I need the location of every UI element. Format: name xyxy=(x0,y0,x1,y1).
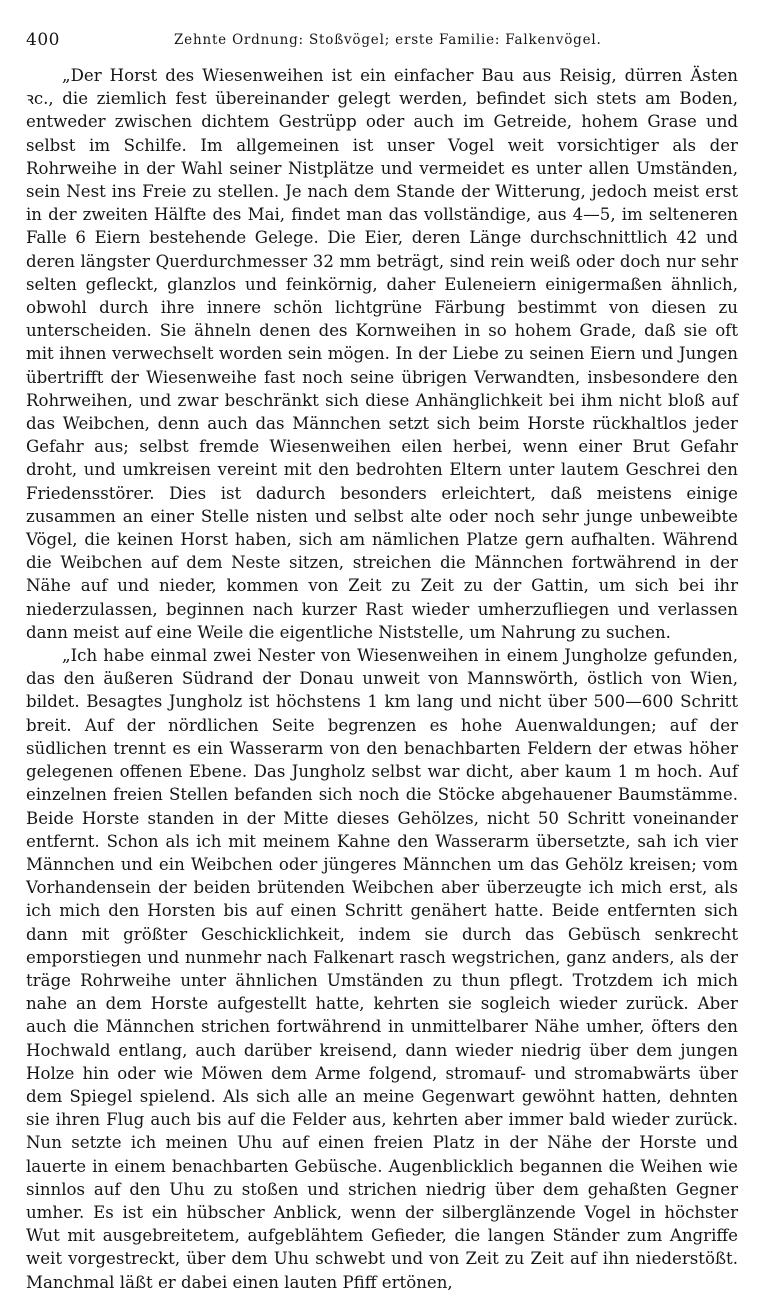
body-text xyxy=(26,64,738,1294)
paragraph-field-observation: „Ich habe einmal zwei Nester von Wiesenweihen in einem Jungholze gefunden, das den äußeren Südrand der Donau unweit von Mannswörth, östlich von Wien, bildet. Besagtes Jungholz ist höchstens 1 km lang und nicht über 500—600 Schritt breit. Auf der nördlichen Seite begrenzen es hohe Auenwaldungen; auf der südlichen trennt es ein Wasserarm von den benachbarten Feldern der etwas höher gelegenen offenen Ebene. Das Jungholz selbst war dicht, aber kaum 1 m hoch. Auf einzelnen freien Stellen befanden sich noch die Stöcke abgehauener Baumstämme. Beide Horste standen in der Mitte dieses Gehölzes, nicht 50 Schritt voneinander entfernt. Schon als ich mit meinem Kahne den Wasserarm übersetzte, sah ich vier Männchen und ein Weibchen oder jüngeres Männchen um das Gehölz kreisen; vom Vorhandensein der beiden brütenden Weibchen aber überzeugte ich mich erst, als ich mich den Horsten bis auf einen Schritt genähert hatte. Beide entfernten sich dann mit größter Geschicklichkeit, indem sie durch das Gebüsch senkrecht emporstiegen und nunmehr nach Falkenart rasch wegstrichen, ganz anders, als der träge Rohrweihe unter ähnlichen Umständen zu thun pflegt. Trotzdem ich mich nahe an dem Horste aufgestellt hatte, kehrten sie sogleich wieder zurück. Aber auch die Männchen strichen fortwährend in unmittelbarer Nähe umher, öfters den Hochwald entlang, auch darüber kreisend, dann wieder niedrig über dem jungen Holze hin oder wie Möwen dem Arme folgend, stromauf- und stromabwärts über dem Spiegel spielend. Als sich alle an meine Gegenwart gewöhnt hatten, dehnten sie ihren Flug auch bis auf die Felder aus, kehrten aber immer bald wieder zurück. Nun setzte ich meinen Uhu auf einen freien Platz in der Nähe der Horste und lauerte in einem benachbarten Gebüsche. Augenblicklich begannen die Weihen wie sinnlos auf den Uhu zu stoßen und strichen niedrig über dem gehaßten Gegner umher. Es ist ein hübscher Anblick, wenn der silberglänzende Vogel in höchster Wut mit ausgebreitetem, aufgeblähtem Gefieder, die langen Ständer zum Angriffe weit vorgestreckt, über dem Uhu schwebt und von Zeit zu Zeit auf ihn niederstößt. Manchmal läßt er dabei einen lauten Pfiff ertönen, xyxy=(26,646,738,1292)
page-header xyxy=(26,26,738,50)
book-page xyxy=(26,26,738,1294)
page-number: 400 xyxy=(26,30,60,50)
paragraph-nest-description: „Der Horst des Wiesenweihen ist ein einfacher Bau aus Reisig, dürren Ästen ꝛc., die ziemlich fest übereinander gelegt werden, befindet sich stets am Boden, entweder zwischen dichtem Gestrüpp oder auch im Getreide, hohem Grase und selbst im Schilfe. Im allgemeinen ist unser Vogel weit vorsichtiger als der Rohrweihe in der Wahl seiner Nistplätze und vermeidet es unter allen Umständen, sein Nest ins Freie zu stellen. Je nach dem Stande der Witterung, jedoch meist erst in der zweiten Hälfte des Mai, findet man das vollständige, aus 4—5, im selteneren Falle 6 Eiern bestehende Gelege. Die Eier, deren Länge durchschnittlich 42 und deren längster Querdurchmesser 32 mm beträgt, sind rein weiß oder doch nur sehr selten gefleckt, glanzlos und feinkörnig, daher Euleneiern einigermaßen ähnlich, obwohl durch ihre innere schön lichtgrüne Färbung bestimmt von diesen zu unterscheiden. Sie ähneln denen des Kornweihen in so hohem Grade, daß sie oft mit ihnen verwechselt worden sein mögen. In der Liebe zu seinen Eiern und Jungen übertrifft der Wiesenweihe fast noch seine übrigen Verwandten, insbesondere den Rohrweihen, und zwar beschränkt sich diese Anhänglichkeit bei ihm nicht bloß auf das Weibchen, denn auch das Männchen setzt sich beim Horste rückhaltlos jeder Gefahr aus; selbst fremde Wiesenweihen eilen herbei, wenn einer Brut Gefahr droht, und umkreisen vereint mit den bedrohten Eltern unter lautem Geschrei den Friedensstörer. Dies ist dadurch besonders erleichtert, daß meistens einige zusammen an einer Stelle nisten und selbst alte oder noch sehr junge unbeweibte Vögel, die keinen Horst haben, sich am nämlichen Platze gern aufhalten. Während die Weibchen auf dem Neste sitzen, streichen die Männchen fortwährend in der Nähe auf und nieder, kommen von Zeit zu Zeit zu der Gattin, um sich bei ihr niederzulassen, beginnen nach kurzer Rast wieder umherzufliegen und verlassen dann meist auf eine Weile die eigentliche Niststelle, um Nahrung zu suchen. xyxy=(26,66,738,642)
running-head: Zehnte Ordnung: Stoßvögel; erste Familie: Falkenvögel. xyxy=(174,32,602,48)
